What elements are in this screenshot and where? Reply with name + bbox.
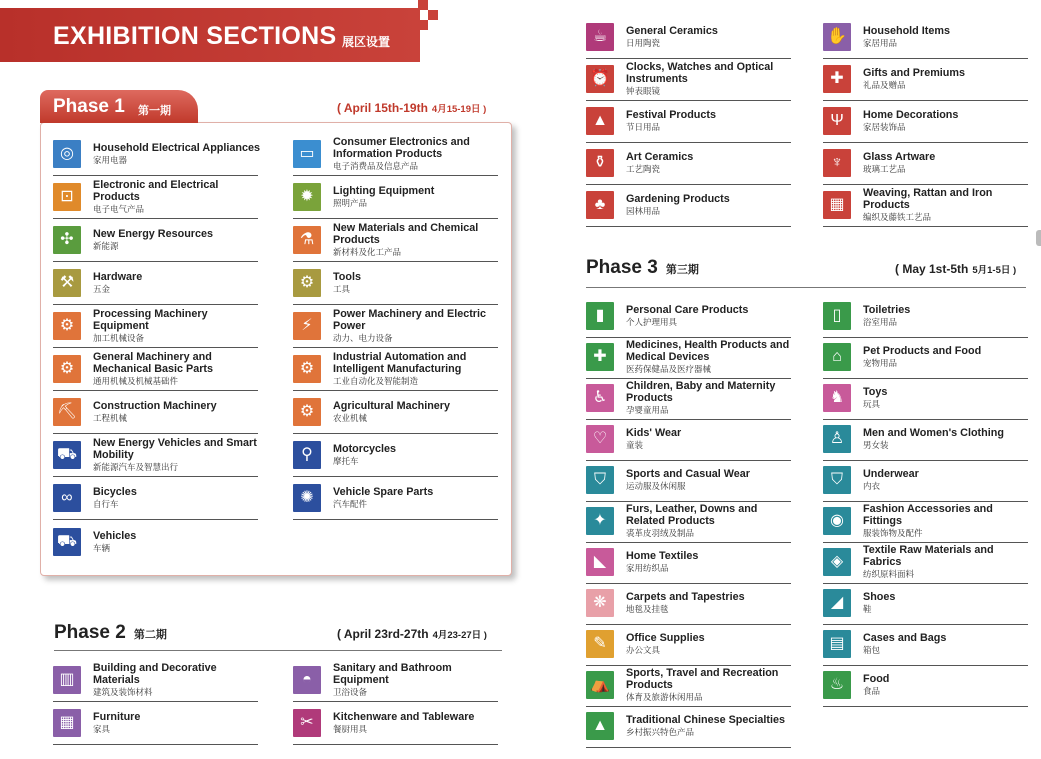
section-name-cn: 餐厨用具 — [333, 724, 368, 734]
section-label — [626, 193, 794, 217]
section-label — [333, 308, 501, 344]
section-name-en: General Machinery and Mechanical Basic Parts — [93, 351, 214, 375]
phase2-date-en: ( April 23rd-27th — [337, 627, 429, 641]
excavator-icon: ⛏ — [53, 398, 81, 426]
section-label — [626, 632, 794, 656]
section-label — [626, 714, 794, 738]
section-label — [863, 345, 1031, 369]
section-name-en: Consumer Electronics and Information Products — [333, 136, 470, 160]
section-name-cn: 工具 — [333, 284, 351, 294]
section-name-cn: 礼品及赠品 — [863, 80, 906, 90]
section-label — [333, 185, 501, 209]
page-title: EXHIBITION SECTIONS — [53, 22, 337, 50]
tent-icon: ⛺ — [586, 671, 614, 699]
button-icon: ◉ — [823, 507, 851, 535]
section-label — [626, 380, 794, 416]
section-name-en: Carpets and Tapestries — [626, 591, 745, 603]
section-name-cn: 新能源 — [93, 241, 119, 251]
phase3-date — [895, 262, 1016, 276]
section-name-cn: 自行车 — [93, 499, 119, 509]
section-item — [586, 582, 791, 625]
section-label — [863, 427, 1031, 451]
section-label — [333, 400, 501, 424]
bicycle-icon: ∞ — [53, 484, 81, 512]
section-name-cn: 工艺陶瓷 — [626, 164, 661, 174]
section-name-cn: 家用纺织品 — [626, 563, 669, 573]
pet-house-icon: ⌂ — [823, 343, 851, 371]
leather-icon: ✦ — [586, 507, 614, 535]
section-item — [293, 305, 498, 348]
section-name-en: Hardware — [93, 271, 143, 283]
section-label — [333, 711, 501, 735]
section-label — [93, 400, 261, 424]
rocking-horse-icon: ♞ — [823, 384, 851, 412]
processing-machine-icon: ⚙ — [53, 312, 81, 340]
section-label — [93, 142, 261, 166]
section-label — [93, 530, 261, 554]
section-item — [293, 133, 498, 176]
section-label — [333, 271, 501, 295]
section-item — [823, 336, 1028, 379]
section-label — [626, 468, 794, 492]
section-label — [863, 544, 1031, 580]
section-name-en: General Ceramics — [626, 25, 718, 37]
section-label — [93, 711, 261, 735]
section-item — [823, 418, 1028, 461]
section-label — [626, 61, 794, 97]
section-name-cn: 玻璃工艺品 — [863, 164, 906, 174]
section-name-en: Toiletries — [863, 304, 911, 316]
phase2-date-cn: 4月23-27日 ) — [432, 630, 487, 641]
section-name-en: Men and Women's Clothing — [863, 427, 1004, 439]
section-item — [293, 262, 498, 305]
section-item — [586, 377, 791, 420]
section-name-cn: 工业自动化及智能制造 — [333, 376, 419, 386]
section-item — [823, 16, 1028, 59]
section-label — [333, 662, 501, 698]
ev-car-icon: ⛟ — [53, 441, 81, 469]
section-name-cn: 照明产品 — [333, 198, 368, 208]
section-label — [626, 151, 794, 175]
socket-icon: ⊡ — [53, 183, 81, 211]
chair-icon: ▦ — [53, 709, 81, 737]
section-name-en: New Energy Resources — [93, 228, 214, 240]
phase3-rule — [586, 287, 1026, 288]
section-label — [626, 339, 794, 375]
phase3-title-cn: 第三期 — [665, 264, 699, 276]
section-name-en: Office Supplies — [626, 632, 705, 644]
phase1-title: Phase 1 — [53, 96, 125, 117]
section-name-en: Cases and Bags — [863, 632, 947, 644]
section-label — [863, 67, 1031, 91]
header-banner — [0, 8, 420, 62]
section-item — [53, 434, 258, 477]
section-label — [863, 673, 1031, 697]
section-name-en: Bicycles — [93, 486, 137, 498]
section-item — [293, 702, 498, 745]
section-item — [823, 500, 1028, 543]
section-name-en: Vehicles — [93, 529, 137, 542]
section-name-cn: 浴室用品 — [863, 317, 898, 327]
phase2-date — [337, 627, 487, 641]
section-name-cn: 办公文具 — [626, 645, 661, 655]
phase3-date-cn: 5月1-5日 ) — [972, 265, 1017, 276]
section-item — [53, 702, 258, 745]
section-name-en: Home Textiles — [626, 550, 699, 562]
gears-icon: ⚙ — [53, 355, 81, 383]
section-item — [586, 459, 791, 502]
section-name-en: Vehicle Spare Parts — [333, 486, 434, 498]
section-name-cn: 新能源汽车及智慧出行 — [93, 462, 179, 472]
section-item — [53, 262, 258, 305]
section-label — [626, 25, 794, 49]
robot-arm-icon: ⚙ — [293, 355, 321, 383]
flask-icon: ⚗ — [293, 226, 321, 254]
section-name-en: Medicines, Health Products and Medical Devices — [626, 339, 790, 363]
stroller-icon: ♿ — [586, 384, 614, 412]
section-label — [626, 550, 794, 574]
mountain-icon: ▲ — [586, 712, 614, 740]
wind-turbine-icon: ✣ — [53, 226, 81, 254]
section-name-cn: 男女装 — [863, 440, 889, 450]
section-item — [53, 176, 258, 219]
section-item — [823, 623, 1028, 666]
section-label — [863, 468, 1031, 492]
section-name-cn: 纺织原料面料 — [863, 569, 915, 579]
section-item — [586, 16, 791, 59]
section-name-cn: 地毯及挂毯 — [626, 604, 669, 614]
section-item — [53, 477, 258, 520]
light-bulb-icon: ✹ — [293, 183, 321, 211]
section-name-cn: 乡村振兴特色产品 — [626, 727, 695, 737]
section-name-cn: 裘革皮羽绒及制品 — [626, 528, 695, 538]
phase3-date-en: ( May 1st-5th — [895, 262, 969, 276]
drill-icon: ⚙ — [293, 269, 321, 297]
section-item — [293, 434, 498, 477]
underwear-icon: ⛉ — [823, 466, 851, 494]
section-item — [586, 541, 791, 584]
section-item — [823, 664, 1028, 707]
motorcycle-icon: ⚲ — [293, 441, 321, 469]
section-name-en: Gardening Products — [626, 193, 730, 205]
section-item — [53, 391, 258, 434]
section-name-en: Industrial Automation and Intelligent Manufacturing — [333, 351, 467, 375]
section-name-cn: 工程机械 — [93, 413, 128, 423]
section-item — [586, 664, 791, 707]
section-item — [293, 659, 498, 702]
section-name-en: Pet Products and Food — [863, 345, 982, 357]
section-name-en: Electronic and Electrical Products — [93, 179, 219, 203]
section-label — [863, 591, 1031, 615]
section-name-en: Toys — [863, 386, 888, 398]
phase3-title: Phase 3 — [586, 257, 658, 278]
section-name-cn: 新材料及化工产品 — [333, 247, 402, 257]
section-name-cn: 运动服及休闲服 — [626, 481, 686, 491]
section-name-cn: 服装饰物及配件 — [863, 528, 923, 538]
medical-kit-icon: ✚ — [586, 343, 614, 371]
phase1-tab — [40, 90, 198, 123]
section-label — [93, 308, 261, 344]
section-item — [53, 133, 258, 176]
section-label — [93, 486, 261, 510]
section-name-en: Underwear — [863, 468, 919, 480]
section-name-cn: 动力、电力设备 — [333, 333, 393, 343]
phase2-heading — [54, 622, 167, 644]
section-name-cn: 农业机械 — [333, 413, 368, 423]
section-name-en: Food — [863, 673, 890, 685]
section-name-cn: 园林用品 — [626, 206, 661, 216]
glove-icon: ✋ — [823, 23, 851, 51]
section-label — [93, 228, 261, 252]
section-name-cn: 家居装饰品 — [863, 122, 906, 132]
section-item — [586, 58, 791, 101]
column-icon: ▥ — [53, 666, 81, 694]
section-label — [93, 662, 261, 698]
carpet-icon: ❋ — [586, 589, 614, 617]
section-label — [93, 351, 261, 387]
shoe-icon: ◢ — [823, 589, 851, 617]
christmas-tree-icon: ▲ — [586, 107, 614, 135]
section-name-cn: 玩具 — [863, 399, 881, 409]
section-label — [93, 179, 261, 215]
section-item — [586, 418, 791, 461]
section-label — [333, 486, 501, 510]
section-name-en: Building and Decorative Materials — [93, 662, 217, 686]
section-item — [823, 459, 1028, 502]
fabric-roll-icon: ◈ — [823, 548, 851, 576]
section-name-cn: 电子电气产品 — [93, 204, 145, 214]
section-item — [586, 100, 791, 143]
section-name-en: New Energy Vehicles and Smart Mobility — [93, 437, 257, 461]
section-name-en: Weaving, Rattan and Iron Products — [863, 187, 993, 211]
section-item — [53, 659, 258, 702]
section-name-en: Household Items — [863, 25, 950, 37]
section-name-en: Kids' Wear — [626, 427, 682, 439]
section-item — [53, 219, 258, 262]
section-label — [93, 437, 261, 473]
section-name-en: Construction Machinery — [93, 400, 217, 412]
section-name-en: Home Decorations — [863, 109, 959, 121]
section-name-cn: 加工机械设备 — [93, 333, 145, 343]
plant-pot-icon: ♣ — [586, 191, 614, 219]
section-item — [586, 500, 791, 543]
section-name-cn: 节日用品 — [626, 122, 661, 132]
candlestick-icon: Ψ — [823, 107, 851, 135]
section-item — [293, 219, 498, 262]
section-name-cn: 箱包 — [863, 645, 881, 655]
phase1-title-cn: 第一期 — [138, 105, 171, 117]
section-name-en: Agricultural Machinery — [333, 400, 450, 412]
section-item — [586, 142, 791, 185]
section-name-en: Textile Raw Materials and Fabrics — [863, 544, 994, 568]
checker-decoration — [408, 0, 448, 40]
section-name-cn: 家具 — [93, 724, 111, 734]
section-label — [333, 136, 501, 172]
food-icon: ♨ — [823, 671, 851, 699]
section-item — [293, 391, 498, 434]
lipstick-icon: ▮ — [586, 302, 614, 330]
section-label — [333, 351, 501, 387]
engine-icon: ⚡ — [293, 312, 321, 340]
section-label — [626, 591, 794, 615]
truck-icon: ⛟ — [53, 528, 81, 556]
section-item — [586, 705, 791, 748]
section-item — [53, 520, 258, 563]
section-name-cn: 建筑及装饰材料 — [93, 687, 153, 697]
teacup-icon: ☕ — [586, 23, 614, 51]
section-name-en: Traditional Chinese Specialties — [626, 714, 786, 726]
section-item — [293, 348, 498, 391]
section-item — [823, 377, 1028, 420]
phase2-rule — [54, 650, 502, 651]
section-item — [586, 295, 791, 338]
section-name-en: Furs, Leather, Downs and Related Products — [626, 503, 758, 527]
section-name-cn: 编织及藤铁工艺品 — [863, 212, 932, 222]
section-item — [293, 176, 498, 219]
section-item — [53, 348, 258, 391]
section-name-en: Processing Machinery Equipment — [93, 308, 208, 332]
gift-icon: ✚ — [823, 65, 851, 93]
section-item — [586, 336, 791, 379]
clothing-icon: ♙ — [823, 425, 851, 453]
section-name-cn: 车辆 — [93, 542, 111, 553]
section-label — [863, 304, 1031, 328]
section-name-en: New Materials and Chemical Products — [333, 222, 479, 246]
phase1-date-en: ( April 15th-19th — [337, 101, 428, 115]
section-item — [823, 582, 1028, 625]
section-label — [863, 109, 1031, 133]
toilet-icon: ◓ — [293, 666, 321, 694]
section-name-en: Furniture — [93, 711, 141, 723]
section-name-en: Festival Products — [626, 109, 717, 121]
section-label — [863, 151, 1031, 175]
section-name-cn: 通用机械及机械基础件 — [93, 376, 179, 386]
section-name-cn: 五金 — [93, 284, 111, 294]
section-name-en: Sports, Travel and Recreation Products — [626, 667, 779, 691]
vase-icon: ⚱ — [586, 149, 614, 177]
iron-icon: ◣ — [586, 548, 614, 576]
tshirt-icon: ⛉ — [586, 466, 614, 494]
phase1-date-cn: 4月15-19日 ) — [431, 104, 487, 115]
tractor-icon: ⚙ — [293, 398, 321, 426]
phase2-title-cn: 第二期 — [133, 629, 167, 641]
section-label — [863, 187, 1031, 223]
section-item — [823, 541, 1028, 584]
section-name-en: Glass Artware — [863, 151, 936, 163]
section-label — [863, 632, 1031, 656]
section-name-cn: 宠物用品 — [863, 358, 898, 368]
section-item — [823, 295, 1028, 338]
section-name-cn: 医药保健品及医疗器械 — [626, 364, 712, 374]
section-item — [823, 100, 1028, 143]
section-name-en: Sports and Casual Wear — [626, 468, 751, 480]
section-name-cn: 钟表眼镜 — [626, 86, 661, 96]
wheel-icon: ✺ — [293, 484, 321, 512]
phase3-heading — [586, 257, 699, 279]
page-edge-tab — [1036, 230, 1041, 246]
section-label — [626, 304, 794, 328]
section-item — [293, 477, 498, 520]
section-name-cn: 电子消费品及信息产品 — [333, 161, 419, 171]
monitor-icon: ▭ — [293, 140, 321, 168]
section-item — [823, 142, 1028, 185]
cutlery-icon: ✂ — [293, 709, 321, 737]
alarm-clock-icon: ⏰ — [586, 65, 614, 93]
section-name-en: Art Ceramics — [626, 151, 694, 163]
baby-clothes-icon: ♡ — [586, 425, 614, 453]
section-name-en: Gifts and Premiums — [863, 67, 965, 79]
section-name-en: Motorcycles — [333, 443, 397, 455]
section-name-cn: 摩托车 — [333, 456, 359, 466]
section-label — [626, 427, 794, 451]
stationery-icon: ✎ — [586, 630, 614, 658]
section-name-cn: 个人护理用具 — [626, 317, 678, 327]
section-item — [53, 305, 258, 348]
section-name-cn: 童装 — [626, 440, 644, 450]
section-label — [626, 667, 794, 703]
section-name-cn: 孕婴童用品 — [626, 405, 669, 415]
phase1-date — [337, 101, 486, 115]
section-name-en: Kitchenware and Tableware — [333, 711, 475, 723]
section-label — [333, 443, 501, 467]
section-name-en: Clocks, Watches and Optical Instruments — [626, 61, 774, 85]
section-name-cn: 内衣 — [863, 481, 881, 491]
section-label — [863, 386, 1031, 410]
section-name-cn: 鞋 — [863, 604, 872, 614]
section-label — [93, 271, 261, 295]
suitcase-icon: ▤ — [823, 630, 851, 658]
section-name-en: Household Electrical Appliances — [93, 142, 260, 154]
section-name-en: Children, Baby and Maternity Products — [626, 380, 776, 404]
section-label — [333, 222, 501, 258]
section-item — [823, 58, 1028, 101]
washing-machine-icon: ◎ — [53, 140, 81, 168]
section-item — [586, 184, 791, 227]
section-label — [863, 25, 1031, 49]
section-name-en: Shoes — [863, 591, 896, 603]
section-name-cn: 汽车配件 — [333, 499, 368, 509]
section-name-cn: 家居用品 — [863, 38, 898, 48]
section-label — [626, 109, 794, 133]
section-name-en: Tools — [333, 271, 361, 283]
section-label — [626, 503, 794, 539]
section-name-cn: 体育及旅游休闲用品 — [626, 692, 703, 702]
section-item — [823, 184, 1028, 227]
phase2-title: Phase 2 — [54, 622, 126, 643]
wine-glass-icon: ♆ — [823, 149, 851, 177]
section-name-en: Sanitary and Bathroom Equipment — [333, 662, 452, 686]
section-name-en: Lighting Equipment — [333, 185, 435, 197]
section-name-en: Power Machinery and Electric Power — [333, 308, 487, 332]
section-name-cn: 卫浴设备 — [333, 687, 368, 697]
page-title-cn: 展区设置 — [342, 35, 391, 49]
section-item — [586, 623, 791, 666]
section-name-en: Personal Care Products — [626, 304, 749, 316]
hardware-icon: ⚒ — [53, 269, 81, 297]
bottle-icon: ▯ — [823, 302, 851, 330]
section-name-cn: 食品 — [863, 686, 881, 696]
section-name-cn: 家用电器 — [93, 155, 128, 165]
section-name-en: Fashion Accessories and Fittings — [863, 503, 993, 527]
basket-icon: ▦ — [823, 191, 851, 219]
section-name-cn: 日用陶瓷 — [626, 38, 661, 48]
section-label — [863, 503, 1031, 539]
